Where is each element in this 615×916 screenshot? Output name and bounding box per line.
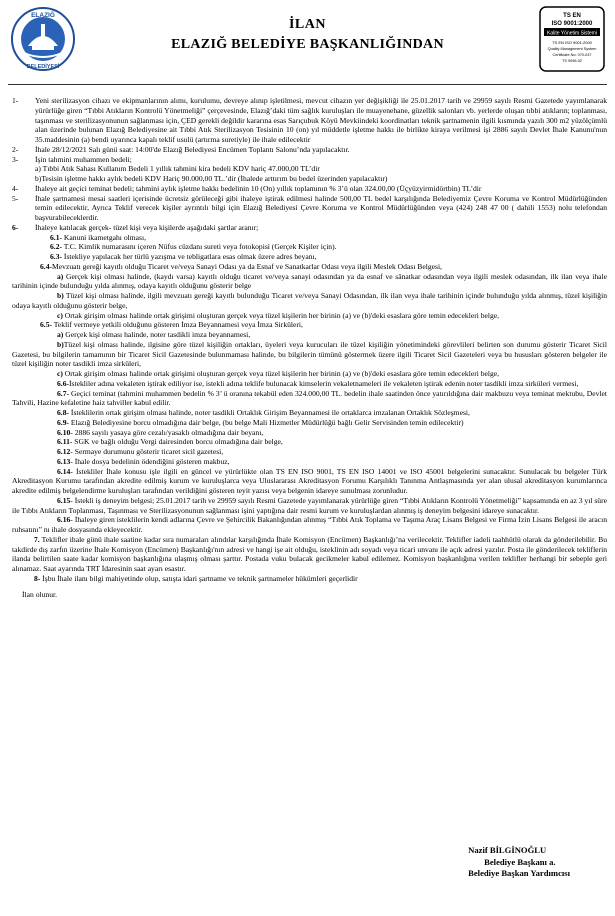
condition-text: - 2886 sayılı yasaya göre cezalı/yasaklı olmadığına dair beyanı, bbox=[70, 427, 264, 437]
svg-text:ELAZIĞ: ELAZIĞ bbox=[31, 12, 55, 19]
clause-number bbox=[12, 164, 35, 174]
condition-text: İsteklilerin ortak girişim olması halinde, noter tasdikli Ortaklık Girişim Beyannamesi ile ortaklarca imzalanan Ortaklık Sözleşmesi, bbox=[69, 408, 470, 417]
notice-body bbox=[12, 96, 607, 599]
clause-number: 3- bbox=[12, 154, 19, 164]
clause-5 bbox=[12, 194, 607, 223]
clause-label: 7. bbox=[34, 534, 40, 544]
condition-text: T.C. Kimlik numarasını içeren Nüfus cüzdanı sureti veya fotokopisi (Gerçek Kişiler için). bbox=[62, 242, 337, 252]
condition-text: Elazığ Belediyesine borcu olmadığına dair belge, (bu belge Mali Hizmetler Müdürlüğü bağlı Gelir Servisinden temin edilecektir) bbox=[69, 417, 464, 427]
condition-6-5 bbox=[12, 320, 607, 330]
svg-text:Certificate No: 070-037: Certificate No: 070-037 bbox=[552, 53, 592, 57]
clause-number bbox=[12, 174, 35, 184]
paragraph-6-5-a bbox=[12, 330, 607, 340]
condition-text: İstekliler adına vekaleten iştirak ediliyor ise, istekli adına teklife bulunacak kimselerin vekaletnameleri ile vekaleten iştirak edenin noter tasdikli imza sirküleri vermesi, bbox=[69, 378, 579, 388]
clause-text: İşbu İhale ilanı bilgi mahiyetinde olup, satışta idari şartname ve teknik şartnameler hükümleri geçerlidir bbox=[40, 573, 358, 583]
condition-label: 6.5- bbox=[40, 320, 53, 330]
condition-label: 6.8- bbox=[57, 408, 70, 417]
condition-text: Teklif vermeye yetkili olduğunu gösteren İmza Beyannamesi veya İmza Sirküleri, bbox=[52, 320, 303, 330]
condition-6-16 bbox=[12, 515, 607, 535]
clause-text: İhaleye katılacak gerçek- tüzel kişi veya kişilerde aşağıdaki şartlar aranır; bbox=[35, 222, 259, 232]
header bbox=[0, 0, 615, 78]
condition-label: 6.1- bbox=[50, 232, 63, 242]
condition-label: 6.3- bbox=[50, 252, 63, 261]
paragraph-label: a) bbox=[57, 330, 64, 339]
clause-text: Yeni sterilizasyon cihazı ve ekipmanlarının alımı, kurulumu, devreye alınıp işletilmesi, mevcut cihazın yer değişikliği ile 25.01.2017 tarih ve 29959 sayılı Resmi Gazetede yayımlanarak yürürlüğe giren “Tıbbi Atıkların Kontrolü Yönetmeliği” çerçevesinde, Elazığ’daki tüm sağlık kuruluşları ile muayenehane, güzellik salonları vb. yerlerde oluşan tıbbi atıkların; toplanması, taşınması ve sterilizasyonunun sağlanması için, ÇED gerekli değildir kararına esas Sarıçubuk Köyü Mevkiindeki koordinatları teknik şartnamenin ilgili kısmında yazılı 300 m2 yüzölçümlü alan üzerinde bulunan Elazığ Belediyesine ait Tıbbi Atık Sterilizasyon Tesisinin 10 (on) yıl müddetle işletme hakkı ile birlikte kiraya verilmesi işi 2886 sayılı Devlet İhale Kanunu'nun 35.maddesinin (a) bendi uyarınca kapalı teklif usulü (artırma suretiyle) ile ihale edilecektir bbox=[35, 96, 607, 144]
svg-text:ISO 9001:2000: ISO 9001:2000 bbox=[551, 21, 593, 27]
authority-title: ELAZIĞ BELEDİYE BAŞKANLIĞINDAN bbox=[171, 37, 444, 52]
header-divider bbox=[8, 84, 607, 85]
condition-text: İstekliye yapılacak her türlü yazışma ve tebligatlara esas olmak üzere adres beyanı, bbox=[62, 252, 317, 261]
paragraph-text: Ortak girişim olması halinde ortak girişimi oluşturan gerçek veya tüzel kişilerin her birinin (a) ve (b)'deki esaslara göre temin edecekleri belge, bbox=[62, 369, 500, 378]
clause-1 bbox=[12, 96, 607, 145]
condition-label: 6.14 bbox=[57, 466, 71, 476]
clause-number: 1- bbox=[12, 96, 19, 105]
signatory-position: Belediye Başkan Yardımcısı bbox=[468, 868, 570, 879]
condition-6-1 bbox=[12, 233, 607, 243]
elazig-municipality-logo bbox=[10, 6, 76, 72]
condition-label: 6.11 bbox=[57, 437, 70, 447]
notice-title: İLAN bbox=[288, 17, 326, 32]
paragraph-label: c) bbox=[57, 369, 63, 378]
condition-text: - İstekliler İhale konusu işle ilgili en güncel ve yürürlükte olan TS EN ISO 9001, TS EN ISO 14001 ve ISO 45001 belgelerini sunacaktır. Sunulacak bu belgeler Türk Akreditasyon Kurumu tarafından akredite edilmiş kurum ve kuruluşlarca veya Uluslararası Akreditasyon Forumu Karşılıklı Tanınma Antlaşmasında yer alan ulusal akreditasyon kurumlarınca akredite edilmiş belgelendirme kuruluşları tarafından verildiğini gösteren teyit yazısı veya belgenin idareye sunulması zorunludur. bbox=[12, 466, 607, 495]
condition-label: 6.4- bbox=[40, 261, 53, 271]
paragraph-6-4-a bbox=[12, 272, 607, 292]
condition-label: 6.13 bbox=[57, 456, 71, 466]
condition-text: - SGK ve bağlı olduğu Vergi dairesinden borcu olmadığına dair belge, bbox=[69, 437, 283, 447]
paragraph-text: Gerçek kişi olması halinde, (kaydı varsa) kayıtlı olduğu ticaret ve/veya sanayi odasından ya da esnaf ve sânatkar odasından veya ilgili meslek odasından, ilk ilan veya ihale tarihinin içinde bulunduğu yılda alınmış, odaya kayıtlı olduğunu gösterir belge bbox=[12, 271, 607, 291]
condition-label: 6.9- bbox=[57, 417, 70, 427]
paragraph-6-5-c bbox=[12, 369, 607, 379]
clause-text: İşin tahmini muhammen bedeli; bbox=[35, 154, 132, 164]
condition-6-6 bbox=[12, 379, 607, 389]
paragraph-6-4-c bbox=[12, 311, 607, 321]
svg-text:Kalite Yönetim Sistemi: Kalite Yönetim Sistemi bbox=[547, 30, 597, 37]
condition-text: - İstekli iş deneyim belgesi; 25.01.2017 tarih ve 29959 sayılı Resmi Gazetede yayımlanarak yürürlüğe giren “Tıbbi Atıkların Kontrolü Yönetmeliği” kapsamında en az 3 yıl süre ile Tıbbı Atıkların Toplanması, Taşınması ve Sterilizasyonunun sağlanması işini yaptığına dair resmi kurum ve kuruluşlardan alınmış iş deneyim belgesini idareye sunacaktır. bbox=[12, 495, 607, 515]
signature-block bbox=[468, 845, 570, 880]
condition-label: 6.15 bbox=[57, 495, 71, 505]
paragraph-label: c) bbox=[57, 310, 63, 320]
clause-number: 2- bbox=[12, 144, 19, 154]
condition-6-9 bbox=[12, 418, 607, 428]
clause-8 bbox=[12, 574, 607, 584]
clause-7 bbox=[12, 535, 607, 574]
clause-4 bbox=[12, 184, 607, 194]
condition-text: - Sermaye durumunu gösterir ticaret sicil gazetesi, bbox=[70, 447, 224, 456]
condition-6-13 bbox=[12, 457, 607, 467]
paragraph-text: Ortak girişim olması halinde ortak girişimi oluşturan gerçek veya tüzel kişilerin her birinin (a) ve (b)'deki esaslara göre temin edecekleri belge, bbox=[62, 310, 500, 320]
paragraph-text: Gerçek kişi olması halinde, noter tasdikli imza beyannamesi, bbox=[63, 330, 251, 339]
condition-label: 6.16 bbox=[57, 515, 71, 525]
condition-text: - İhaleye giren isteklilerin kendi adlarına Çevre ve Şehircilik Bakanlığından alınmış “Tıbbi Atık Toplama ve Taşıma Araç Lisans Belgesi ve Firma İzin Lisans Belgesi ile aracın ruhsatını” nı ihale dosyasında ekleyecektir. bbox=[12, 515, 607, 534]
clause-number: 4- bbox=[12, 183, 19, 193]
svg-text:Quality Management System: Quality Management System bbox=[547, 47, 597, 51]
paragraph-label: a) bbox=[57, 271, 64, 281]
paragraph-label: b) bbox=[57, 291, 64, 300]
clause-text: İhaleye ait geçici teminat bedeli; tahmini aylık işletme hakkı bedelinin 10 (On) yıllık toplamının % 3’ü olan 324.00,00 (Üçyüzyirmidörtbin) TL’dir bbox=[35, 183, 482, 193]
svg-text:TS EN: TS EN bbox=[563, 13, 581, 19]
clause-3 bbox=[12, 155, 607, 165]
clause-3b bbox=[12, 174, 607, 184]
clause-6 bbox=[12, 223, 607, 233]
clause-text: Teklifler ihale günü ihale saatine kadar sıra numaraları alındılar karşılığında İhale Komisyon (Encümen) Başkanlığı’na verilecektir. Teklifler iadeli taahhütlü olarak da gönderilebilir. Bu takdirde dış zarfın üzerine İhale Komisyon (Encümen) Başkanlığı'nın adresi ve hangi işe ait olduğu, isteklinin adı soyadı veya ticari unvanı ile açık adresi yazılır. Posta ile gönderilecek tekliflerin ilanda belirtilen saate kadar komisyon başkanlığına ulaşmış olması şarttır. Postada vuku bulacak gecikmeler kabul edilemez. Komisyon başkanlığına verilen teklifler herhangi bir sebeple geri alınamaz. Saat ayarında TRT İdaresinin saat ayarı esastır. bbox=[12, 534, 607, 573]
clause-text: İhale şartnamesi mesai saatleri içerisinde ücretsiz görüleceği gibi ihaleye iştirak edilmesi halinde 500,00 TL bedel karşılığında Belediyemiz Çevre Koruma ve Kontrol Müdürlüğünden temin edilecektir, Ayrıca Teklif verecek kişiler ayrıntılı bilgi için Elazığ Belediyesi Çevre Koruma ve Kontrol Müdürlüğünden veya (424) 248 47 00 ( dahili 1553) nolu telefondan başvurabileceklerdir. bbox=[35, 193, 607, 222]
clause-text: a) Tıbbi Atık Sahası Kullanım Bedeli 1 yıllık tahmini kira bedeli KDV hariç 47.000,00 TL’dir bbox=[35, 164, 320, 174]
condition-6-2 bbox=[12, 242, 607, 252]
condition-label: 6.6- bbox=[57, 378, 70, 388]
clause-2 bbox=[12, 145, 607, 155]
signatory-title: Belediye Başkanı a. bbox=[484, 856, 556, 867]
condition-6-11 bbox=[12, 437, 607, 447]
clause-text: b)Tesisin işletme hakkı aylık bedeli KDV Hariç 90.000,00 TL.’dir (İhalede arttırım bu bedel üzerinden yapılacaktır) bbox=[35, 174, 388, 183]
condition-6-7 bbox=[12, 389, 607, 409]
condition-6-14 bbox=[12, 467, 607, 496]
paragraph-label: b) bbox=[57, 339, 64, 349]
paragraph-6-4-b bbox=[12, 291, 607, 311]
signatory-name: Nazif BİLGİNOĞLU bbox=[468, 845, 547, 855]
condition-label: 6.12 bbox=[57, 447, 71, 456]
condition-6-12 bbox=[12, 447, 607, 457]
svg-text:BELEDİYESİ: BELEDİYESİ bbox=[26, 64, 60, 70]
condition-text: Geçici teminat (tahmini muhammen bedelin % 3’ ü oranına tekabül eden 324.000,00 TL. bedelin ihale saatinden önce yatırıldığına dair makbuzu veya teminat mektubu, Devlet Tahvili, Hazine kefaletine haiz tahviller kabul edilir. bbox=[12, 388, 607, 408]
clause-label: 8- bbox=[34, 573, 41, 583]
clause-number: 6- bbox=[12, 222, 19, 232]
iso-certification-seal bbox=[539, 6, 605, 72]
clause-text: İhale 28/12/2021 Salı günü saat: 14:00'de Elazığ Belediyesi Encümen Toplantı Salonu’nda yapılacaktır. bbox=[35, 144, 350, 154]
condition-6-8 bbox=[12, 408, 607, 418]
paragraph-text: Tüzel kişi olması halinde, ilgili mevzuatı gereği kayıtlı bulunduğu Ticaret ve/veya Sanayi Odasından, ilk ilan veya ihale tarihinin içinde bulunduğu yılda alınmış, tüzel kişiliğin odaya kayıtlı olduğunu gösterir belge, bbox=[12, 291, 607, 310]
clause-3a bbox=[12, 164, 607, 174]
condition-label: 6.10 bbox=[57, 427, 71, 437]
paragraph-6-5-b bbox=[12, 340, 607, 369]
svg-text:TS 9096-02: TS 9096-02 bbox=[562, 59, 582, 63]
paragraph-text: Tüzel kişi olması halinde, ilgisine göre tüzel kişiliğin ortakları, üyeleri veya kurucuları ile tüzel kişiliğin yönetimindeki görevlileri belirten son durumu gösterir Ticaret Sicil Gazetesi, bu bilgilerin tamamının bir Ticaret Sicil Gazetesinde bulunmaması halinde, bu bilgilerin tümünü göstermek üzere ilgili Ticaret Sicil Gazeteleri veya bu hususları gösteren belgeler ile tüzel kişiliğin noter tasdikli imza sirküleri, bbox=[12, 339, 607, 369]
closing-line: İlan olunur. bbox=[22, 589, 58, 599]
condition-text: Kanuni ikametgahı olması, bbox=[62, 232, 146, 242]
condition-6-10 bbox=[12, 428, 607, 438]
condition-text: - İhale dosya bedelinin ödendiğini gösteren makbuz, bbox=[70, 456, 230, 466]
condition-label: 6.7- bbox=[57, 388, 70, 398]
condition-6-15 bbox=[12, 496, 607, 516]
svg-text:TS EN ISO 9001:2000: TS EN ISO 9001:2000 bbox=[552, 40, 592, 45]
condition-text: Mevzuatı gereği kayıtlı olduğu Ticaret ve/veya Sanayi Odası ya da Esnaf ve Sanatkarlar Odası veya ilgili Meslek Odası Belgesi, bbox=[52, 261, 442, 271]
condition-6-3 bbox=[12, 252, 607, 262]
clause-number: 5- bbox=[12, 193, 19, 203]
condition-label: 6.2- bbox=[50, 242, 63, 252]
condition-6-4 bbox=[12, 262, 607, 272]
